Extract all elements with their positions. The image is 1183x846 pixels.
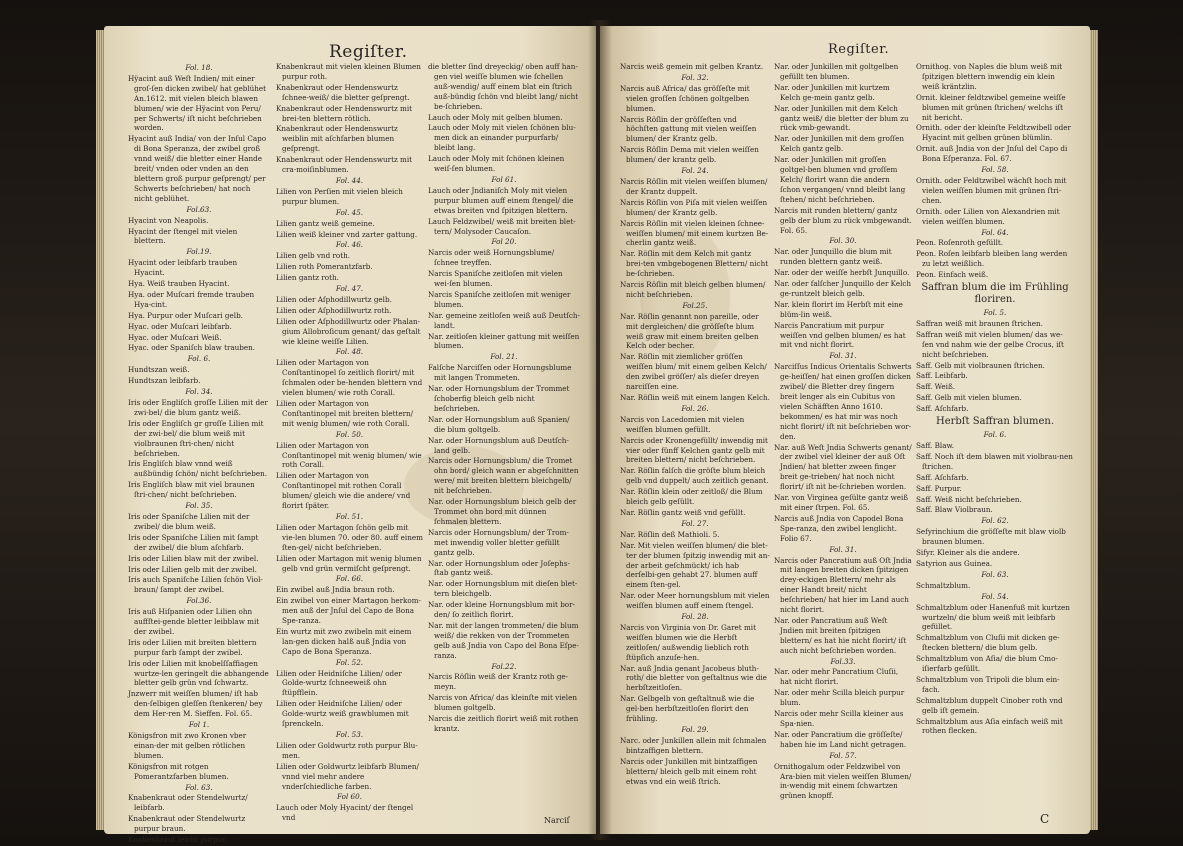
right-page bbox=[600, 26, 1090, 834]
index-entry: Nar. oder kleine Hornungsblum mit bor-den/ ſo zeitlich florirt. bbox=[428, 600, 575, 620]
index-entry: Iris oder Lilien gelb mit der zwibel. bbox=[128, 564, 257, 574]
index-entry: Knabenkraut oder Stendelwurtz/ leibfarb. bbox=[128, 793, 248, 813]
index-entry: Königsfron mit zwo Kronen vber einan-der mit gelben rötlichen blumen. bbox=[128, 731, 247, 760]
index-entry: Narcis Spaniſche zeitloſen mit vielen wei-ſen blumen. bbox=[428, 269, 563, 289]
index-entry: Lauch oder Moly mit gelben blumen. bbox=[428, 112, 563, 122]
index-entry: Nar. oder Junkillen mit goltgelben gefüllt ten blumen. bbox=[774, 62, 899, 81]
index-entry: Lilien oder Aſphodillwurtz roth. bbox=[276, 305, 392, 315]
index-entry: Nar. Röſlin weiß mit einem langen Kelch. bbox=[620, 393, 770, 402]
folio-reference: Fol. 28. bbox=[681, 612, 709, 622]
index-entry: Hyac. oder Spaniſch blaw trauben. bbox=[128, 343, 256, 353]
index-entry: Knabenkraut oder Hendenswurtz mit brei-ten blettern rötlich. bbox=[276, 103, 413, 123]
index-entry: Narcis Röſlin mit vielen weiſſen blumen/ der Krantz duppelt. bbox=[620, 176, 768, 196]
index-entry: Nar. Röſlin deß Mathioli. 5. bbox=[620, 529, 720, 539]
index-entry: Saff. Blaw. bbox=[916, 441, 955, 450]
folio-reference: Fol. 5. bbox=[983, 308, 1007, 318]
index-entry: Narcis die zeitlich florirt weiß mit rothen krantz. bbox=[428, 714, 579, 733]
index-entry: Nar. oder falſcher Junquillo der Kelch ge-runtzelt bleich gelb. bbox=[774, 279, 912, 298]
index-entry: Nar. oder Hornungsblum der Trommet ſchoberfig bleich gelb nicht beſchrieben. bbox=[428, 384, 570, 413]
index-entry: Iris auch Spaniſche Lilien ſchön Viol-braun/ ſampt der zwibel. bbox=[128, 575, 263, 595]
index-entry: die bletter ſind dreyeckig/ oben auff han-gen viel weiſſe blumen wie ſchellen auß-wendig/ auff einem blat ein ſtrich auß-bündig ſchön vnd bleibt lang/ nicht be-ſchrieben. bbox=[428, 62, 579, 111]
page-edges-right bbox=[1090, 30, 1098, 830]
index-entry: Narcis oder Hornungsblum/ der Trom-met inwendig voller bletter gefüllt gantz gelb. bbox=[428, 527, 569, 557]
index-entry: Lilien oder Martagon von Conſtantinopel mit rothen Corall blumen/ gleich wie die andere/ vnd florirt ſpäter. bbox=[276, 471, 411, 511]
index-entry: Lilien oder Heidniſche Lilien/ oder Golde-wurtz weiß grawblumen mit ſprenckeln. bbox=[276, 699, 409, 729]
folio-reference: Fol. 63. bbox=[981, 569, 1009, 579]
index-entry: Saffran weiß mit vielen blumen/ das we-ſen vnd nahm wie der gelbe Crocus, iſt nicht beſchrieben. bbox=[916, 329, 1064, 359]
index-entry: Narcis Röſlin weiß der Krantz roth ge-meyn. bbox=[428, 672, 569, 692]
index-entry: Ornit. kleiner feldtzwibel gemeine weiſſe blumen mit grünen ſtrichen/ welchs iſt nit bericht. bbox=[916, 92, 1066, 122]
index-column bbox=[774, 62, 912, 802]
index-entry: Iris auß Hiſpanien oder Lilien ohn auffſtei-gende bletter leibblaw mit der zwibel. bbox=[128, 607, 260, 636]
index-entry: Nar. Röſlin genannt non pareille, oder mit dergleichen/ die gröſſeſte blum weiß graw mit einem breiten gelben Kelch oder becher. bbox=[620, 311, 759, 351]
folio-reference: Fol. 45. bbox=[335, 207, 364, 217]
index-entry: Lilien oder Goldwurtz roth purpur Blu-men. bbox=[276, 740, 418, 760]
index-entry: Nar. zeitloſen kleiner gattung mit weiſſen blumen. bbox=[428, 331, 580, 351]
index-entry: Lilien von Perſien mit vielen bleich purpur blumen. bbox=[276, 186, 403, 206]
index-entry: Nar. oder Meer hornungsblum mit vielen weiſſen blumen auff einem ſtengel. bbox=[620, 591, 770, 611]
index-entry: Nar. auß Weſt Jndia Schwerts genant/ der zwibel viel kleiner der auß Oſt Jndien/ hat bletter zween finger breit ge-trieben/ hat noch nicht florirt/ iſt nit be-ſchrieben worden. bbox=[774, 442, 912, 492]
index-entry: Schmaltzblum von Aſia/ die blum Cmo-iſierfarb geſüllt. bbox=[916, 654, 1058, 674]
index-entry: Ein zwibel auß Jndia braun roth. bbox=[276, 585, 395, 595]
index-entry: Nar. gemeine zeitloſen weiß auß Deutſch-landt. bbox=[428, 310, 580, 330]
folio-reference: Fol. 34. bbox=[185, 387, 213, 397]
index-entry: Nar. Röſlin mit dem Kelch mit gantz brei-ten vmbgebogenen Blettern/ nicht be-ſchrieben. bbox=[620, 249, 769, 279]
index-entry: Saff. Weiß nicht beſchrieben. bbox=[916, 494, 1022, 504]
folio-reference: Fol. 50. bbox=[335, 429, 364, 439]
index-entry: Narcis auß Africa/ das gröſſeſte mit vielen groſſen ſchönen goltgelben blumen. bbox=[620, 83, 750, 113]
index-entry: Knabenkraut oder Stendelwurtz purpur braun. bbox=[128, 814, 246, 834]
folio-reference: Fol. 32. bbox=[681, 72, 709, 82]
index-entry: Iris oder Spaniſche Lilien mit der zwibel/ die blum weiß. bbox=[128, 511, 250, 531]
index-column bbox=[620, 62, 770, 787]
index-entry: Lilien gelb vnd roth. bbox=[276, 251, 351, 261]
index-entry: Saffran weiß mit braunen ſtrichen. bbox=[916, 318, 1043, 328]
folio-reference: Fol.36. bbox=[186, 596, 212, 606]
index-entry: Knabenkraut leicht purpur. bbox=[128, 835, 228, 845]
folio-reference: Fol 60. bbox=[337, 792, 362, 802]
index-column bbox=[276, 62, 423, 824]
index-entry: Saff. Aſchfarb. bbox=[916, 472, 969, 482]
index-entry: Lilien oder Aſphodillwurtz oder Phalan-gium Allobroſicum genant/ das geſtalt wie kleine weiſſe Lilien. bbox=[276, 316, 421, 346]
folio-reference: Fol. 53. bbox=[335, 730, 364, 739]
folio-reference: Fol. 62. bbox=[981, 516, 1009, 526]
index-entry: Iris oder Engliſch groſſe Lilien mit der zwi-bel/ die blum gantz weiß. bbox=[128, 398, 268, 417]
index-entry: Ornith. oder Lilien von Alexandrien mit vielen weiſſen blumen. bbox=[916, 206, 1060, 226]
index-entry: Narcis Röſlin mit vielen kleinen ſchnee-weiſſen blumen/ mit einem kurtzen Be-cherlin gantz weiß. bbox=[620, 218, 769, 248]
index-entry: Narcis oder mehr Scilla kleiner aus Spa-nien. bbox=[774, 709, 904, 728]
index-entry: Saff. Noch iſt dem blawen mit violbrau-nen ſtrichen. bbox=[916, 451, 1073, 471]
index-entry: Schmaltzblum von Tripoli die blum ein-fach. bbox=[916, 674, 1060, 694]
page-edges-left bbox=[96, 30, 104, 830]
index-entry: Knabenkraut oder Hendenswurtz mit cra-moiſinblumen. bbox=[276, 155, 413, 175]
index-entry: Saff. Weiß. bbox=[916, 382, 956, 392]
index-entry: Nar. oder Hornungsblum bleich gelb der Trommet ohn bord mit dünnen ſchmalen blettern. bbox=[428, 497, 577, 526]
folio-reference: Fol. 54. bbox=[981, 591, 1009, 601]
index-entry: Hya. Purpur oder Muſcari gelb. bbox=[128, 310, 243, 320]
index-entry: Schmaltzblum. bbox=[916, 580, 971, 590]
index-entry: Nar. von Virginea geſülte gantz weiß mit einer ſtrpen. Fol. 65. bbox=[774, 493, 909, 512]
folio-reference: Fol. 27. bbox=[681, 518, 709, 528]
index-entry: Narcis weiß gemein mit gelben Krantz. bbox=[620, 62, 764, 71]
index-entry: Lilien oder Martagon von Conſtantinopel mit breiten blettern/ mit wenig blumen/ wie roth Corall. bbox=[276, 399, 414, 428]
index-column bbox=[128, 62, 270, 846]
index-entry: Lilien oder Martagon von Conſtantinopel ſo zeitlich florirt/ mit ſchmalen oder be-henden blettern vnd vielen blumen/ wie roth Corall. bbox=[276, 358, 423, 398]
index-entry: Hyac. oder Muſcari Weiß. bbox=[128, 332, 222, 342]
index-entry: Nar. Röſlin mit ziemlicher gröſſen weiſſen blum/ mit einem gelben Kelch/ den zwibel gröſſer/ als dieſer dreyen narciſſen eine. bbox=[620, 352, 767, 392]
folio-reference: Fol. 46. bbox=[335, 240, 364, 250]
index-entry: Nar. oder Hornungsblum oder Joſephs-ſtab gantz weiß. bbox=[428, 558, 570, 578]
index-entry: Hyacint von Neapolis. bbox=[128, 215, 209, 225]
index-entry: Lilien roth Pomerantzfarb. bbox=[276, 262, 373, 272]
index-entry: Narcis Röſlin von Piſa mit vielen weiſſen blumen/ der Krantz gelb. bbox=[620, 197, 768, 217]
index-entry: Narcis oder Junkillen mit bintzaffigen blettern/ bleich gelb mit einem roht etwas vnd ein weiß ſtrich. bbox=[620, 756, 758, 786]
running-head: Regiſter. bbox=[329, 42, 408, 62]
index-entry: Lilien gantz weiß gemeine. bbox=[276, 218, 375, 228]
index-entry: Saff. Gelb mit violbraunen ſtrichen. bbox=[916, 360, 1045, 370]
index-entry: Lilien oder Martagon ſchön gelb mit vie-len blumen 70. oder 80. auff einem ſten-gel/ nicht beſchrieben. bbox=[276, 522, 423, 552]
index-entry: Narcis Röſlin mit bleich gelben blumen/ nicht beſchrieben. bbox=[620, 280, 766, 299]
index-entry: Nar. Röſlin klein oder zeitloß/ die Blum bleich gelb geſüllt. bbox=[620, 487, 763, 507]
index-entry: Iris oder Lilien blaw mit der zwibel. bbox=[128, 553, 259, 563]
index-entry: Ornithog. von Naples die blum weiß mit ſpitzigen blettern inwendig ein klein weiß kräntzlin. bbox=[916, 62, 1063, 91]
index-entry: Narcis mit runden blettern/ gantz gelb der blum zu rück vmbgewandt. Fol. 65. bbox=[774, 205, 912, 235]
folio-reference: Fol.25. bbox=[682, 300, 708, 310]
section-heading: Saffran blum die im Frühling floriren. bbox=[921, 282, 1069, 306]
index-entry: Iris oder Lilien mit knobelſſaffiagen wurtze-len geringelt die abhangende bletter gelb grün vnd ſchwartz. bbox=[128, 658, 269, 688]
index-entry: Lauch oder Moly mit vielen ſchönen blu-men dick an einander purpurfarb/ bleibt lang. bbox=[428, 123, 576, 153]
index-entry: Hyacint der ſtengel mit vielen blettern. bbox=[128, 226, 238, 246]
index-entry: Nar. oder Hornungsblum auß Deutſch-land gelb. bbox=[428, 435, 569, 455]
folio-reference: Fol. 66. bbox=[335, 574, 364, 584]
index-entry: Satyrion aus Guinea. bbox=[916, 558, 993, 568]
catchword: Narciſ bbox=[544, 816, 570, 825]
index-entry: Narciſſus Indicus Orientalis Schwerts ge-heiſſen/ hat einen groſſen dicken zwibel/ die Bletter drey ſingern breit lenger als ein Cubitus von vielen Schäfften Anno 1610. bekommen/ es hat mir was noch nicht florirt/ iſt nit beſchrieben wor-den. bbox=[774, 362, 912, 441]
index-entry: Sifyr. Kleiner als die andere. bbox=[916, 548, 1020, 558]
index-entry: Narc. oder Junkillen allein mit ſchmalen bintzaffigen blettern. bbox=[620, 735, 767, 755]
index-entry: Ornith. oder Feldtzwibel wächſt hoch mit vielen weiſſen blumen mit grünen ſtri-chen. bbox=[916, 175, 1067, 205]
index-entry: Iris Engliſch blaw mit viel braunen ſtri-chen/ nicht beſchrieben. bbox=[128, 480, 255, 500]
index-entry: Lilien gantz roth. bbox=[276, 273, 339, 283]
folio-reference: Fol 1. bbox=[188, 720, 210, 730]
index-entry: Nar. mit der langen trommeten/ die blum weiß/ die rekken von der Trommeten gelb auß Jndia von Capo del Bona Eſpe-ranza. bbox=[428, 620, 579, 660]
index-entry: Lauch oder Moly Hyacint/ der ſtengel vnd bbox=[276, 803, 414, 823]
index-entry: Jnzwerr mit weiſſen blumen/ iſt hab den-ſelbigen gleſſen ſtenkeren/ bey dem Her-ren M. Sieffen. Fol. 65. bbox=[128, 689, 263, 719]
index-entry: Lauch Feldzwibel/ weiß mit breiten blet-tern/ Molysoder Caucaſon. bbox=[428, 216, 576, 236]
running-head: Regiſter. bbox=[828, 42, 890, 57]
index-entry: Lilien oder Aſphodillwurtz gelb. bbox=[276, 294, 392, 304]
index-entry: Narcis auß Jndia von Capodel Bona Spe-ranza, den zwibel lenglicht. Folio 67. bbox=[774, 513, 904, 543]
index-entry: Knabenkraut mit vielen kleinen Blumen purpur roth. bbox=[276, 62, 421, 81]
index-entry: Nar. auß Jndia genant Jacobeus bluth-roth/ die bletter von geſtaltnus wie die herbſtzeitloſen. bbox=[620, 663, 767, 693]
folio-reference: Fol. 47. bbox=[335, 284, 364, 294]
index-entry: Knabenkraut oder Hendenswurtz weiblin mit aſchfarben blumen geſprengt. bbox=[276, 124, 398, 154]
index-entry: Saff. Blaw Violbraun. bbox=[916, 505, 993, 515]
index-entry: Nar. Röſlin gantz weiß vnd gefüllt. bbox=[620, 507, 746, 517]
index-column bbox=[916, 62, 1074, 737]
index-entry: Schmaltzblum duppelt Cinober roth vnd gelb iſt gemein. bbox=[916, 695, 1063, 715]
left-page bbox=[104, 26, 596, 845]
index-entry: Hya. Weiß trauben Hyacint. bbox=[128, 279, 230, 289]
folio-reference: Fol. 52. bbox=[335, 657, 364, 667]
index-entry: Nar. Röſlin falſch die gröſte blum bleich gelb vnd duppelt/ auch zeitlich genant. bbox=[620, 466, 769, 486]
index-entry: Narcis oder Pancratium auß Oſt Jndia mit langen breiten dicken ſpitzigen drey-eckigen Blettern/ mehr als einer Handt breit/ nicht beſchrieben/ hat hier im Land auch nicht florirt. bbox=[774, 555, 912, 615]
index-entry: Ornithogalum oder Feldzwibel von Ara-bien mit vielen weiſſen Blumen/ in-wendig mit einem ſchwartzen grünen knopff. bbox=[774, 761, 912, 801]
folio-reference: Fol. 30. bbox=[829, 236, 857, 246]
section-heading: Herbſt Saffran blumen. bbox=[935, 416, 1055, 428]
index-entry: Nar. oder Junkillen mit dem groſſen Kelch gantz gelb. bbox=[774, 134, 905, 154]
index-entry: Nar. oder Junkillen mit groſſen goltgel-ben blumen vnd groſſem Kelch/ florirt wann die andern ſchon vergangen/ vnnd bleibt lang ſtehen/ nicht beſchrieben. bbox=[774, 155, 906, 204]
index-entry: Schmaltzblum von Cluſii mit dicken ge-ſtecken blettern/ die blum gelb. bbox=[916, 633, 1060, 653]
folio-reference: Fol. 57. bbox=[829, 750, 857, 760]
index-entry: Narcis Pancratium mit purpur weiſſen vnd gelben blumen/ es hat mit vnd nicht florirt. bbox=[774, 320, 906, 350]
index-entry: Nar. oder mehr Scilla bleich purpur blum. bbox=[774, 688, 905, 708]
index-entry: Lauch oder Jndianiſch Moly mit vielen purpur blumen auff einem ſtengel/ die etwas breiten vnd ſpitzigen blettern. bbox=[428, 185, 574, 215]
index-entry: Schmaltzblum oder Hanenfuß mit kurtzen wurtzeln/ die blum weiß mit leibfarb gefüllet. bbox=[916, 602, 1070, 632]
index-entry: Nar. Gelbgelb von geſtaltnuß wie die gel-ben herbſtzeitloſen florirt den frühling. bbox=[620, 694, 755, 724]
folio-reference: Fol.33. bbox=[830, 656, 856, 666]
index-entry: Nar. oder Hornungsblum mit dieſen blet-tern bleichgelb. bbox=[428, 579, 578, 599]
index-entry: Narcis Röſlin Dema mit vielen weiſſen blumen/ der krantz gelb. bbox=[620, 145, 759, 165]
index-entry: Nar. oder Pancratium auß Weſt Jndien mit breiten ſpitzigen blettern/ es hat hie nicht florirt/ iſt auch nicht beſchrieben worden. bbox=[774, 615, 907, 655]
folio-reference: Fol. 51. bbox=[335, 511, 364, 521]
index-entry: Peon. Roſen leibfarb bleiben lang werden zu letzt weißlich. bbox=[916, 249, 1068, 269]
folio-reference: Fol. 48. bbox=[335, 347, 364, 357]
index-entry: Narcis oder Kronengefüllt/ inwendig mit vier oder fünff Kelchen gantz gelb mit breiten blettern/ nicht beſchrieben. bbox=[620, 435, 768, 465]
index-entry: Nar. oder Junquillo die blum mit runden blettern gantz weiß. bbox=[774, 247, 892, 267]
folio-reference: Fol. 6. bbox=[187, 354, 211, 364]
folio-reference: Fol. 31. bbox=[829, 351, 857, 361]
folio-reference: Fol 61. bbox=[491, 174, 517, 184]
folio-reference: Fol. 31. bbox=[829, 544, 857, 554]
index-entry: Nar. oder Hornungsblum auß Spanien/ die blum goltgelb. bbox=[428, 414, 570, 434]
folio-reference: Fol. 18. bbox=[185, 63, 213, 72]
folio-reference: Fol.19. bbox=[186, 247, 212, 257]
index-entry: Saff. Purpur. bbox=[916, 483, 962, 493]
index-entry: Hyac. oder Muſcari leibfarb. bbox=[128, 321, 232, 331]
index-entry: Lauch oder Moly mit ſchönen kleinen weiſ-ſen blumen. bbox=[428, 154, 565, 174]
index-entry: Lilien weiß kleiner vnd zarter gattung. bbox=[276, 229, 418, 239]
index-entry: Iris oder Lilien mit breiten blettern purpur farb ſampt der zwibel. bbox=[128, 637, 257, 657]
folio-reference: Fol. 24. bbox=[681, 166, 709, 176]
index-entry: Hundtszan weiß. bbox=[128, 365, 190, 375]
index-entry: Saff. Leibfarb. bbox=[916, 371, 968, 381]
index-entry: Knabenkraut oder Hendenswurtz ſchnee-weiß/ die bletter geſprengt. bbox=[276, 82, 410, 102]
index-entry: Narcis von Africa/ das kleinſte mit vielen blumen goltgelb. bbox=[428, 693, 577, 713]
index-entry: Narcis Spaniſche zeitloſen mit weniger blumen. bbox=[428, 289, 571, 309]
folio-reference: Fol. 64. bbox=[981, 227, 1009, 237]
index-entry: Lilien oder Goldwurtz leibfarb Blumen/ vnnd viel mehr andere vnderſchiedliche farben. bbox=[276, 761, 419, 791]
index-entry: Saff. Gelb mit vielen blumen. bbox=[916, 393, 1022, 403]
index-entry: Iris oder Spaniſche Lilien mit ſampt der zwibel/ die blum aſchfarb. bbox=[128, 532, 259, 552]
folio-reference: Fol 20. bbox=[491, 237, 517, 247]
index-entry: Nar. oder Junkillen mit kurtzem Kelch ge-mein gantz gelb. bbox=[774, 82, 890, 102]
folio-reference: Fol. 35. bbox=[185, 501, 213, 511]
index-entry: Narcis von Lacedomien mit vielen weiſſen blumen gefüllt. bbox=[620, 414, 745, 434]
catchword: C bbox=[1040, 812, 1050, 826]
folio-reference: Fol. 6. bbox=[983, 430, 1007, 440]
folio-reference: Fol. 44. bbox=[335, 175, 364, 185]
index-entry: Falſche Narciſſen oder Hornungsblume mit langen Trommeten. bbox=[428, 363, 572, 383]
book-gutter bbox=[588, 20, 612, 840]
index-entry: Nar. oder Junkillen mit dem Kelch gantz weiß/ die bletter der blum zu rück vmb-gewandt. bbox=[774, 103, 909, 133]
index-entry: Ornith. oder der kleinſte Feldtzwibell oder Hyacint mit gelben grünen blümlin. bbox=[916, 123, 1071, 143]
index-entry: Hÿacint auß Weſt Indien/ mit einer groſ-ſen dicken zwibel/ hat geblühet An.1612. mit vielen bleich blawen blumen/ wie der Hÿacint von Peru/ per Schwerts/ iſt nicht beſchrieben worden. bbox=[128, 73, 267, 133]
index-entry: Ein zwibel von einer Martagon herkom-men auß der Jnſul del Capo de Bona Spe-ranza. bbox=[276, 596, 421, 626]
folio-reference: Fol.22. bbox=[491, 661, 517, 671]
index-entry: Iris oder Engliſch gr groſſe Lilien mit der zwi-bel/ die blum weiß mit violbraunen ſtri-chen/ nicht beſchrieben. bbox=[128, 418, 264, 458]
index-entry: Nar. klein florirt im Herbſt mit eine blüm-lin weiß. bbox=[774, 299, 903, 319]
index-entry: Ein wurtz mit zwo zwibeln mit einem lan-gen dicken halß auß Jndia von Capo de Bona Speranza. bbox=[276, 626, 412, 656]
index-entry: Peon. Einfach weiß. bbox=[916, 270, 989, 280]
index-entry: Ornit. auß Jndia von der Jnſul del Capo di Bona Eſperanza. Fol. 67. bbox=[916, 144, 1068, 164]
index-entry: Hundtszan leibfarb. bbox=[128, 376, 201, 386]
index-entry: Nar. oder Pancratium die gröſſeſte/ haben hie im Land nicht getragen. bbox=[774, 729, 907, 749]
index-entry: Nar. oder der weiſſe herbſt Junquillo. bbox=[774, 268, 910, 278]
index-entry: Lilien oder Heidniſche Lilien/ oder Golde-wurtz ſchneeweiß ohn ſtüpfflein. bbox=[276, 668, 402, 698]
index-entry: Narcis Röſlin der gröſſeſten vnd höchſten gattung mit vielen weiſſen blumen/ der Krantz gelb. bbox=[620, 114, 757, 144]
index-entry: Iris Engliſch blaw vnnd weiß außbündig ſchön/ nicht beſchrieben. bbox=[128, 459, 268, 479]
index-entry: Nar. Mit vielen weiſſen blumen/ die blet-ter der blumen ſpitzig inwendig mit an-der arbeit geſchmückt/ ich hab derſelbi-gen gehabt 27. blumen auff einem ſten-gel. bbox=[620, 540, 770, 590]
folio-reference: Fol. 29. bbox=[681, 725, 709, 734]
folio-reference: Fol. 63. bbox=[185, 782, 213, 792]
index-entry: Peon. Roſenroth geſüllt. bbox=[916, 238, 1004, 248]
index-column bbox=[428, 62, 580, 735]
index-entry: Lilien oder Martagon mit wenig blumen gelb vnd grün vermiſcht geſprengt. bbox=[276, 553, 422, 573]
index-entry: Lilien oder Martagon von Conſtantinopel mit wenig blumen/ wie roth Corall. bbox=[276, 440, 422, 470]
index-entry: Königsfron mit rotgen Pomerantzfarben blumen. bbox=[128, 761, 229, 781]
folio-reference: Fol.63. bbox=[186, 204, 212, 214]
index-entry: Hyacint auß India/ von der Inſul Capo di Bona Speranza, der zwibel groß vnnd weiß/ die bletter einer Hande breit/ vnden oder vnden an den blettern groß purpur geſprengt/ per Schwerts beſchrieben/ hat noch nicht geblühet. bbox=[128, 134, 267, 203]
index-entry: Saff. Aſchfarb. bbox=[916, 404, 969, 414]
index-entry: Schmaltzblum aus Aſia einfach weiß mit rothen flecken. bbox=[916, 716, 1063, 736]
index-entry: Narcis von Virginia von Dr. Garet mit weiſſen blumen wie die Herbſt zeitloſen/ außwendig lieblich roth ſtüpſich anzuſe-hen. bbox=[620, 622, 756, 662]
folio-reference: Fol. 58. bbox=[981, 165, 1009, 175]
index-entry: Sefyrinchium die gröſſeſte mit blaw violb braunen blumen. bbox=[916, 527, 1066, 547]
folio-reference: Fol. 21. bbox=[490, 352, 518, 362]
index-entry: Nar. oder mehr Pancratium Cluſii, hat nicht florirt. bbox=[774, 667, 899, 687]
index-entry: Narcis oder weiß Hornungsblume/ ſchnee treyffen. bbox=[428, 248, 555, 268]
index-entry: Hyacint oder leibfarb trauben Hyacint. bbox=[128, 258, 238, 278]
folio-reference: Fol. 26. bbox=[681, 403, 709, 413]
index-entry: Hya. oder Muſcari fremde trauben Hya-cint. bbox=[128, 289, 255, 309]
index-entry: Narcis oder Hornungsblum/ die Tromet ohn bord/ gleich wann er abgeſchnitten were/ mit breiten blettern bleichgelb/ nit beſchrieben. bbox=[428, 456, 579, 496]
